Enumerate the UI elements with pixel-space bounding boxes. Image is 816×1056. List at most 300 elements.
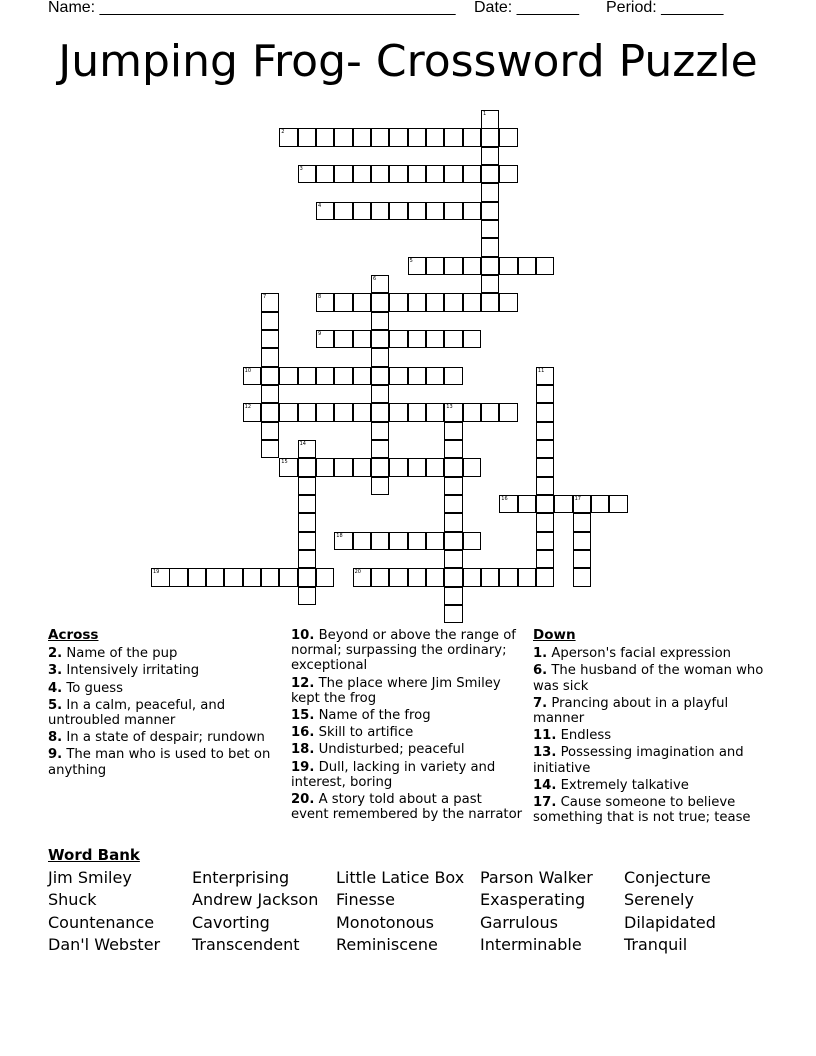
- crossword-cell[interactable]: [298, 587, 317, 606]
- clue-text: Beyond or above the range of normal; surpassing the ordinary; exceptional: [291, 628, 516, 674]
- clue-item: [291, 760, 523, 790]
- crossword-cell[interactable]: [408, 403, 427, 422]
- crossword-cell[interactable]: [481, 165, 500, 184]
- crossword-cell[interactable]: [481, 275, 500, 294]
- crossword-cell[interactable]: [463, 403, 482, 422]
- crossword-cell[interactable]: [426, 568, 445, 587]
- crossword-cell[interactable]: [481, 220, 500, 239]
- clue-text: Name of the pup: [62, 646, 178, 662]
- word-bank-word: Finesse: [336, 890, 395, 910]
- crossword-cell[interactable]: [334, 293, 353, 312]
- word-bank-word: Exasperating: [480, 890, 586, 910]
- crossword-cell[interactable]: [316, 128, 335, 147]
- crossword-cell[interactable]: [389, 458, 408, 477]
- crossword-cell[interactable]: [481, 183, 500, 202]
- crossword-cell[interactable]: [334, 532, 353, 551]
- crossword-cell[interactable]: [298, 477, 317, 496]
- clue-text: In a calm, peaceful, and untroubled manner: [48, 697, 226, 729]
- word-bank-word: Interminable: [480, 934, 582, 954]
- crossword-cell[interactable]: [316, 330, 335, 349]
- crossword-cell[interactable]: [371, 440, 390, 459]
- crossword-cell[interactable]: [371, 568, 390, 587]
- clue-number: 5: [409, 257, 413, 264]
- crossword-cell[interactable]: [536, 422, 555, 441]
- word-bank-word: Little Latice Box: [336, 868, 465, 887]
- crossword-cell[interactable]: [591, 495, 610, 514]
- crossword-cell[interactable]: [499, 293, 518, 312]
- crossword-cell[interactable]: [499, 257, 518, 276]
- crossword-cell[interactable]: [298, 165, 317, 184]
- crossword-cell[interactable]: [536, 513, 555, 532]
- clue-number-label: 15.: [291, 708, 315, 724]
- crossword-cell[interactable]: [389, 568, 408, 587]
- word-bank-word: Serenely: [624, 890, 694, 910]
- word-bank-row: [48, 868, 788, 890]
- crossword-cell[interactable]: [573, 550, 592, 569]
- crossword-cell[interactable]: [573, 532, 592, 551]
- crossword-cell[interactable]: [389, 403, 408, 422]
- crossword-cell[interactable]: [518, 568, 537, 587]
- clues-down-col: [533, 628, 769, 827]
- crossword-cell[interactable]: [573, 495, 592, 514]
- crossword-cell[interactable]: [444, 587, 463, 606]
- word-bank-row: [48, 935, 788, 957]
- crossword-cell[interactable]: [426, 128, 445, 147]
- clue-number: 4: [317, 202, 322, 209]
- crossword-cell[interactable]: [444, 495, 463, 514]
- crossword-cell[interactable]: [371, 275, 390, 294]
- crossword-cell[interactable]: [426, 532, 445, 551]
- clue-item: [533, 663, 769, 693]
- clue-number-label: 16.: [291, 725, 315, 741]
- clue-number-label: 10.: [291, 628, 315, 643]
- clues-across-col-1: [48, 628, 273, 780]
- crossword-cell[interactable]: [371, 422, 390, 441]
- crossword-cell[interactable]: [444, 477, 463, 496]
- clue-number-label: 18.: [291, 742, 315, 758]
- word-bank-word: Cavorting: [192, 912, 270, 932]
- clue-number-label: 14.: [533, 777, 557, 793]
- word-bank-word: Enterprising: [192, 868, 290, 887]
- word-bank-word: Shuck: [48, 890, 97, 910]
- crossword-cell[interactable]: [224, 568, 243, 587]
- clue-number-label: 3.: [48, 663, 63, 679]
- across-heading: Across: [48, 627, 99, 643]
- crossword-cell[interactable]: [261, 422, 280, 441]
- crossword-cell[interactable]: [499, 495, 518, 514]
- crossword-cell[interactable]: [518, 495, 537, 514]
- clue-number: 18: [336, 532, 343, 539]
- down-heading: Down: [533, 627, 576, 643]
- crossword-cell[interactable]: [316, 458, 335, 477]
- crossword-cell[interactable]: [609, 495, 628, 514]
- crossword-cell[interactable]: [444, 422, 463, 441]
- word-bank-word: Parson Walker: [480, 868, 593, 887]
- crossword-cell[interactable]: [316, 403, 335, 422]
- crossword-cell[interactable]: [463, 568, 482, 587]
- clue-text: Extremely talkative: [556, 777, 689, 793]
- crossword-cell[interactable]: [536, 367, 555, 386]
- crossword-cell[interactable]: [371, 165, 390, 184]
- clue-text: Undisturbed; peaceful: [314, 742, 465, 758]
- crossword-cell[interactable]: [463, 128, 482, 147]
- word-bank-word: Garrulous: [480, 912, 558, 932]
- clue-number-label: 17.: [533, 795, 557, 811]
- crossword-cell[interactable]: [261, 440, 280, 459]
- crossword-cell[interactable]: [353, 293, 372, 312]
- word-bank-word: Tranquil: [624, 934, 688, 954]
- crossword-cell[interactable]: [463, 293, 482, 312]
- crossword-cell[interactable]: [536, 458, 555, 477]
- crossword-cell[interactable]: [316, 293, 335, 312]
- crossword-cell[interactable]: [261, 312, 280, 331]
- crossword-cell[interactable]: [298, 495, 317, 514]
- word-bank-word: Andrew Jackson: [192, 890, 319, 910]
- clue-item: [291, 676, 523, 706]
- crossword-cell[interactable]: [444, 513, 463, 532]
- clue-number-label: 1.: [533, 646, 548, 662]
- crossword-cell[interactable]: [408, 165, 427, 184]
- word-bank-word: Dilapidated: [624, 912, 716, 932]
- crossword-cell[interactable]: [536, 568, 555, 587]
- crossword-cell[interactable]: [279, 367, 298, 386]
- crossword-cell[interactable]: [298, 440, 317, 459]
- word-bank-word: Reminiscene: [336, 934, 438, 954]
- crossword-cell[interactable]: [316, 165, 335, 184]
- clue-number: 14: [299, 440, 306, 447]
- clue-item: [48, 747, 273, 777]
- crossword-cell[interactable]: [426, 458, 445, 477]
- crossword-cell[interactable]: [408, 568, 427, 587]
- clue-item: [48, 646, 273, 661]
- clue-number: 20: [354, 569, 361, 576]
- word-bank-word: Monotonous: [336, 912, 434, 932]
- page-title: Jumping Frog- Crossword Puzzle: [58, 36, 758, 87]
- crossword-cell[interactable]: [298, 532, 317, 551]
- crossword-cell[interactable]: [371, 532, 390, 551]
- word-bank-heading: Word Bank: [48, 846, 140, 864]
- crossword-cell[interactable]: [444, 293, 463, 312]
- crossword-cell[interactable]: [573, 568, 592, 587]
- clue-item: [533, 696, 769, 726]
- crossword-cell[interactable]: [371, 128, 390, 147]
- crossword-cell[interactable]: [444, 605, 463, 624]
- crossword-cell[interactable]: [353, 568, 372, 587]
- clue-text: Intensively irritating: [62, 663, 200, 679]
- crossword-cell[interactable]: [481, 128, 500, 147]
- crossword-cell[interactable]: [243, 568, 262, 587]
- crossword-cell[interactable]: [444, 165, 463, 184]
- clue-item: [533, 646, 769, 661]
- crossword-cell[interactable]: [298, 367, 317, 386]
- crossword-cell[interactable]: [554, 495, 573, 514]
- crossword-cell[interactable]: [316, 367, 335, 386]
- crossword-cell[interactable]: [353, 367, 372, 386]
- clue-number: 16: [501, 495, 508, 502]
- clue-number-label: 8.: [48, 730, 63, 746]
- crossword-cell[interactable]: [481, 110, 500, 129]
- crossword-cell[interactable]: [481, 147, 500, 166]
- crossword-cell[interactable]: [408, 293, 427, 312]
- crossword-cell[interactable]: [463, 330, 482, 349]
- crossword-cell[interactable]: [334, 330, 353, 349]
- clue-text: Prancing about in a playful manner: [533, 695, 729, 727]
- crossword-cell[interactable]: [334, 458, 353, 477]
- clue-number-label: 13.: [533, 745, 557, 761]
- clue-text: A story told about a past event remembered by the narrator: [291, 792, 523, 823]
- crossword-cell[interactable]: [426, 293, 445, 312]
- crossword-cell[interactable]: [536, 532, 555, 551]
- clue-text: Cause someone to believe something that is not true; tease: [533, 795, 751, 826]
- word-bank-word: Transcendent: [192, 934, 300, 954]
- crossword-cell[interactable]: [261, 568, 280, 587]
- crossword-cell[interactable]: [279, 128, 298, 147]
- clue-item: [48, 681, 273, 696]
- crossword-cell[interactable]: [408, 330, 427, 349]
- crossword-cell[interactable]: [444, 532, 463, 551]
- clue-number-label: 19.: [291, 759, 315, 775]
- clue-number: 3: [299, 165, 303, 172]
- name-field[interactable]: Name: ________________________________________: [48, 0, 456, 16]
- crossword-cell[interactable]: [353, 128, 372, 147]
- word-bank-word: Jim Smiley: [48, 868, 132, 887]
- crossword-cell[interactable]: [298, 550, 317, 569]
- clue-item: [48, 663, 273, 678]
- crossword-cell[interactable]: [279, 568, 298, 587]
- clue-number: 1: [482, 111, 487, 117]
- clue-text: Possessing imagination and initiative: [533, 745, 744, 776]
- crossword-cell[interactable]: [463, 165, 482, 184]
- crossword-cell[interactable]: [243, 403, 262, 422]
- crossword-cell[interactable]: [536, 257, 555, 276]
- crossword-cell[interactable]: [444, 403, 463, 422]
- crossword-cell[interactable]: [536, 440, 555, 459]
- clue-number-label: 9.: [48, 747, 63, 763]
- clue-item: [533, 745, 769, 775]
- crossword-cell[interactable]: [261, 293, 280, 312]
- period-field[interactable]: Period: _______: [606, 0, 724, 16]
- crossword-cell[interactable]: [426, 330, 445, 349]
- crossword-cell[interactable]: [408, 202, 427, 221]
- crossword-cell[interactable]: [316, 568, 335, 587]
- word-bank-word: Countenance: [48, 912, 155, 932]
- clue-text: Skill to artifice: [314, 725, 414, 741]
- clue-number: 9: [317, 330, 322, 337]
- crossword-cell[interactable]: [353, 330, 372, 349]
- crossword-cell[interactable]: [371, 348, 390, 367]
- crossword-cell[interactable]: [261, 367, 280, 386]
- crossword-cell[interactable]: [499, 128, 518, 147]
- clue-number: 12: [244, 404, 252, 411]
- crossword-cell[interactable]: [481, 568, 500, 587]
- clue-item: [291, 708, 523, 723]
- clue-text: Dull, lacking in variety and interest, boring: [291, 759, 496, 790]
- crossword-cell[interactable]: [334, 367, 353, 386]
- crossword-cell[interactable]: [188, 568, 207, 587]
- crossword-cell[interactable]: [371, 293, 390, 312]
- crossword-cell[interactable]: [463, 202, 482, 221]
- clue-number-label: 12.: [291, 675, 315, 691]
- crossword-cell[interactable]: [298, 458, 317, 477]
- crossword-cell[interactable]: [389, 330, 408, 349]
- crossword-cell[interactable]: [499, 403, 518, 422]
- crossword-cell[interactable]: [536, 477, 555, 496]
- clue-text: The man who is used to bet on anything: [48, 747, 271, 778]
- crossword-cell[interactable]: [463, 257, 482, 276]
- crossword-cell[interactable]: [463, 532, 482, 551]
- crossword-cell[interactable]: [444, 257, 463, 276]
- crossword-cell[interactable]: [444, 440, 463, 459]
- crossword-cell[interactable]: [316, 202, 335, 221]
- crossword-cell[interactable]: [371, 202, 390, 221]
- clue-number: 11: [537, 367, 545, 374]
- crossword-cell[interactable]: [426, 257, 445, 276]
- crossword-cell[interactable]: [426, 165, 445, 184]
- crossword-cell[interactable]: [426, 403, 445, 422]
- word-bank-word: Dan'l Webster: [48, 934, 161, 954]
- crossword-cell[interactable]: [353, 202, 372, 221]
- clue-item: [291, 742, 523, 757]
- crossword-cell[interactable]: [481, 202, 500, 221]
- crossword-cell[interactable]: [261, 330, 280, 349]
- crossword-cell[interactable]: [408, 532, 427, 551]
- crossword-cell[interactable]: [371, 330, 390, 349]
- crossword-cell[interactable]: [389, 293, 408, 312]
- crossword-cell[interactable]: [481, 403, 500, 422]
- clue-text: The place where Jim Smiley kept the frog: [291, 675, 501, 706]
- crossword-cell[interactable]: [536, 385, 555, 404]
- clue-number-label: 2.: [48, 646, 63, 662]
- clue-item: [291, 628, 523, 674]
- crossword-cell[interactable]: [444, 367, 463, 386]
- clue-text: To guess: [62, 680, 124, 696]
- crossword-cell[interactable]: [426, 202, 445, 221]
- date-field[interactable]: Date: _______: [474, 0, 579, 16]
- clue-text: The husband of the woman who was sick: [533, 663, 764, 694]
- crossword-cell[interactable]: [481, 293, 500, 312]
- clue-item: [533, 795, 769, 825]
- clue-number: 17: [574, 495, 581, 502]
- crossword-cell[interactable]: [169, 568, 188, 587]
- crossword-cell[interactable]: [206, 568, 225, 587]
- crossword-cell[interactable]: [334, 202, 353, 221]
- crossword-cell[interactable]: [389, 128, 408, 147]
- crossword-cell[interactable]: [499, 165, 518, 184]
- clue-number: 10: [244, 367, 252, 374]
- clue-item: [533, 728, 769, 743]
- crossword-cell[interactable]: [444, 202, 463, 221]
- crossword-cell[interactable]: [371, 403, 390, 422]
- crossword-cell[interactable]: [334, 403, 353, 422]
- crossword-cell[interactable]: [353, 458, 372, 477]
- crossword-cell[interactable]: [389, 367, 408, 386]
- clue-number: 13: [446, 404, 453, 411]
- clue-text: Aperson's facial expression: [547, 646, 732, 662]
- crossword-cell[interactable]: [334, 128, 353, 147]
- crossword-cell[interactable]: [353, 532, 372, 551]
- crossword-cell[interactable]: [408, 458, 427, 477]
- crossword-cell[interactable]: [243, 367, 262, 386]
- clue-number: 6: [372, 275, 377, 282]
- crossword-cell[interactable]: [298, 513, 317, 532]
- clue-number-label: 5.: [48, 697, 63, 713]
- clue-number: 19: [153, 569, 160, 576]
- clue-item: [48, 730, 273, 745]
- crossword-cell[interactable]: [408, 367, 427, 386]
- crossword-cell[interactable]: [371, 312, 390, 331]
- crossword-cell[interactable]: [536, 550, 555, 569]
- clue-item: [291, 792, 523, 822]
- clue-number-label: 6.: [533, 663, 548, 679]
- clue-text: In a state of despair; rundown: [62, 730, 265, 746]
- crossword-cell[interactable]: [334, 165, 353, 184]
- crossword-cell[interactable]: [371, 367, 390, 386]
- crossword-cell[interactable]: [151, 568, 170, 587]
- clue-item: [533, 778, 769, 793]
- crossword-cell[interactable]: [444, 128, 463, 147]
- crossword-cell[interactable]: [389, 165, 408, 184]
- crossword-cell[interactable]: [261, 348, 280, 367]
- crossword-cell[interactable]: [298, 403, 317, 422]
- crossword-cell[interactable]: [444, 550, 463, 569]
- crossword-cell[interactable]: [536, 495, 555, 514]
- clue-item: [48, 698, 273, 728]
- crossword-cell[interactable]: [389, 532, 408, 551]
- crossword-cell[interactable]: [371, 385, 390, 404]
- crossword-cell[interactable]: [444, 458, 463, 477]
- clue-number: 7: [262, 294, 267, 301]
- crossword-cell[interactable]: [371, 477, 390, 496]
- crossword-cell[interactable]: [444, 330, 463, 349]
- crossword-cell[interactable]: [444, 568, 463, 587]
- clues-across-col-2: [291, 628, 523, 824]
- crossword-cell[interactable]: [499, 568, 518, 587]
- word-bank-row: [48, 890, 788, 912]
- clue-number: 15: [281, 459, 288, 466]
- clue-number-label: 11.: [533, 728, 557, 744]
- crossword-cell[interactable]: [353, 165, 372, 184]
- crossword-cell[interactable]: [371, 458, 390, 477]
- crossword-cell[interactable]: [481, 238, 500, 257]
- word-bank: [48, 868, 788, 957]
- clue-text: Name of the frog: [314, 708, 431, 724]
- crossword-cell[interactable]: [536, 403, 555, 422]
- clue-text: Endless: [556, 728, 612, 744]
- crossword-cell[interactable]: [261, 385, 280, 404]
- crossword-cell[interactable]: [463, 458, 482, 477]
- crossword-cell[interactable]: [426, 367, 445, 386]
- word-bank-row: [48, 913, 788, 935]
- crossword-cell[interactable]: [518, 257, 537, 276]
- clue-number-label: 20.: [291, 792, 315, 808]
- crossword-cell[interactable]: [408, 128, 427, 147]
- crossword-cell[interactable]: [261, 403, 280, 422]
- clue-number-label: 7.: [533, 695, 548, 711]
- crossword-cell[interactable]: [298, 568, 317, 587]
- crossword-cell[interactable]: [573, 513, 592, 532]
- crossword-cell[interactable]: [279, 403, 298, 422]
- crossword-cell[interactable]: [389, 202, 408, 221]
- crossword-cell[interactable]: [481, 257, 500, 276]
- clue-item: [291, 725, 523, 740]
- clue-number: 8: [317, 294, 322, 301]
- crossword-cell[interactable]: [298, 128, 317, 147]
- word-bank-word: Conjecture: [624, 868, 711, 887]
- crossword-cell[interactable]: [408, 257, 427, 276]
- clue-number-label: 4.: [48, 680, 63, 696]
- crossword-cell[interactable]: [279, 458, 298, 477]
- crossword-cell[interactable]: [353, 403, 372, 422]
